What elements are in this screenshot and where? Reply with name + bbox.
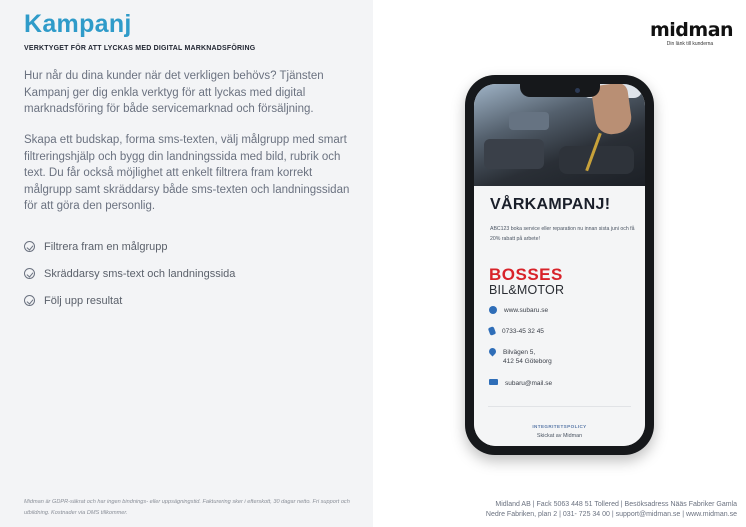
phone-text: 0733-45 32 45: [502, 328, 544, 335]
check-circle-icon: [24, 241, 35, 252]
intro-paragraph-1: Hur når du dina kunder när det verkligen behövs? Tjänsten Kampanj ger dig enkla verktyg för att lyckas med digital marknadsföring för både servicemarknad och försäljning.: [24, 70, 324, 115]
address-line-2: 412 54 Göteborg: [503, 358, 552, 365]
feature-list: [24, 233, 354, 314]
address-line-1: Bilvägen 5,: [503, 349, 536, 356]
email-link[interactable]: [489, 379, 552, 388]
feature-label: Filtrera fram en målgrupp: [44, 240, 168, 253]
feature-item: [24, 260, 354, 287]
page-subtitle: VERKTYGET FÖR ATT LYCKAS MED DIGITAL MARKNADSFÖRING: [24, 45, 256, 52]
feature-label: Skräddarsy sms-text och landningssida: [44, 267, 236, 280]
check-circle-icon: [24, 295, 35, 306]
footer-line-2: Nedre Fabriken, plan 2 | 031- 725 34 00 | support@midman.se | www.midman.se: [485, 511, 737, 518]
footer-line-1: Midland AB | Fack 5063 448 51 Tollered | Besöksadress Nääs Fabriker Gamla: [495, 501, 737, 508]
logo-tagline: Din länk till kunderna: [666, 41, 714, 47]
website-link[interactable]: [489, 306, 548, 315]
globe-icon: [489, 306, 497, 314]
campaign-text: ABC123 boka service eller reparation nu innan sista juni och få 20% rabatt på arbete!: [490, 226, 635, 242]
email-text: subaru@mail.se: [505, 380, 553, 387]
feature-item: [24, 287, 354, 314]
brand-logo-line-1: BOSSES: [489, 265, 563, 284]
feature-item: [24, 233, 354, 260]
check-circle-icon: [24, 268, 35, 279]
website-text: www.subaru.se: [504, 307, 549, 314]
map-pin-icon: [488, 347, 498, 357]
company-footer: [377, 500, 737, 520]
address-text: [503, 348, 552, 366]
phone-notch: [520, 84, 600, 97]
mail-icon: [489, 379, 498, 385]
address-block[interactable]: [489, 348, 552, 366]
intro-paragraph-2: Skapa ett budskap, forma sms-texten, välj målgrupp med smart filtreringshjälp och bygg din landningssida med bild, rubrik och text. Du får också möjlighet att enkelt filtrera fram korrekt målgrupp samt skräddarsy både sms-texten och landningssidan för att göra den personlig.: [24, 134, 350, 212]
sent-by-label: Skickat av Midman: [536, 433, 583, 439]
page-title: Kampanj: [24, 10, 132, 38]
phone-screen: [474, 84, 645, 446]
brand-logo-line-2: BIL&MOTOR: [489, 283, 565, 297]
engine-photo: [474, 84, 645, 186]
divider: [488, 406, 631, 407]
midman-logo: [650, 19, 734, 47]
logo-wordmark: midman: [650, 19, 734, 41]
feature-label: Följ upp resultat: [44, 294, 123, 307]
terms-footnote: Midman är GDPR-säkrat och har ingen bindnings- eller uppsägningstid. Fakturering sker i efterskott, 30 dagar netto. Fri support och utbildning. Kostnader via DMS tillkommer.: [24, 499, 350, 516]
phone-icon: [488, 326, 496, 336]
phone-link[interactable]: [489, 327, 544, 336]
camera-icon: [575, 88, 580, 93]
campaign-title: VÅRKAMPANJ!: [490, 196, 611, 213]
privacy-policy-link[interactable]: INTEGRITETSPOLICY: [532, 424, 587, 429]
